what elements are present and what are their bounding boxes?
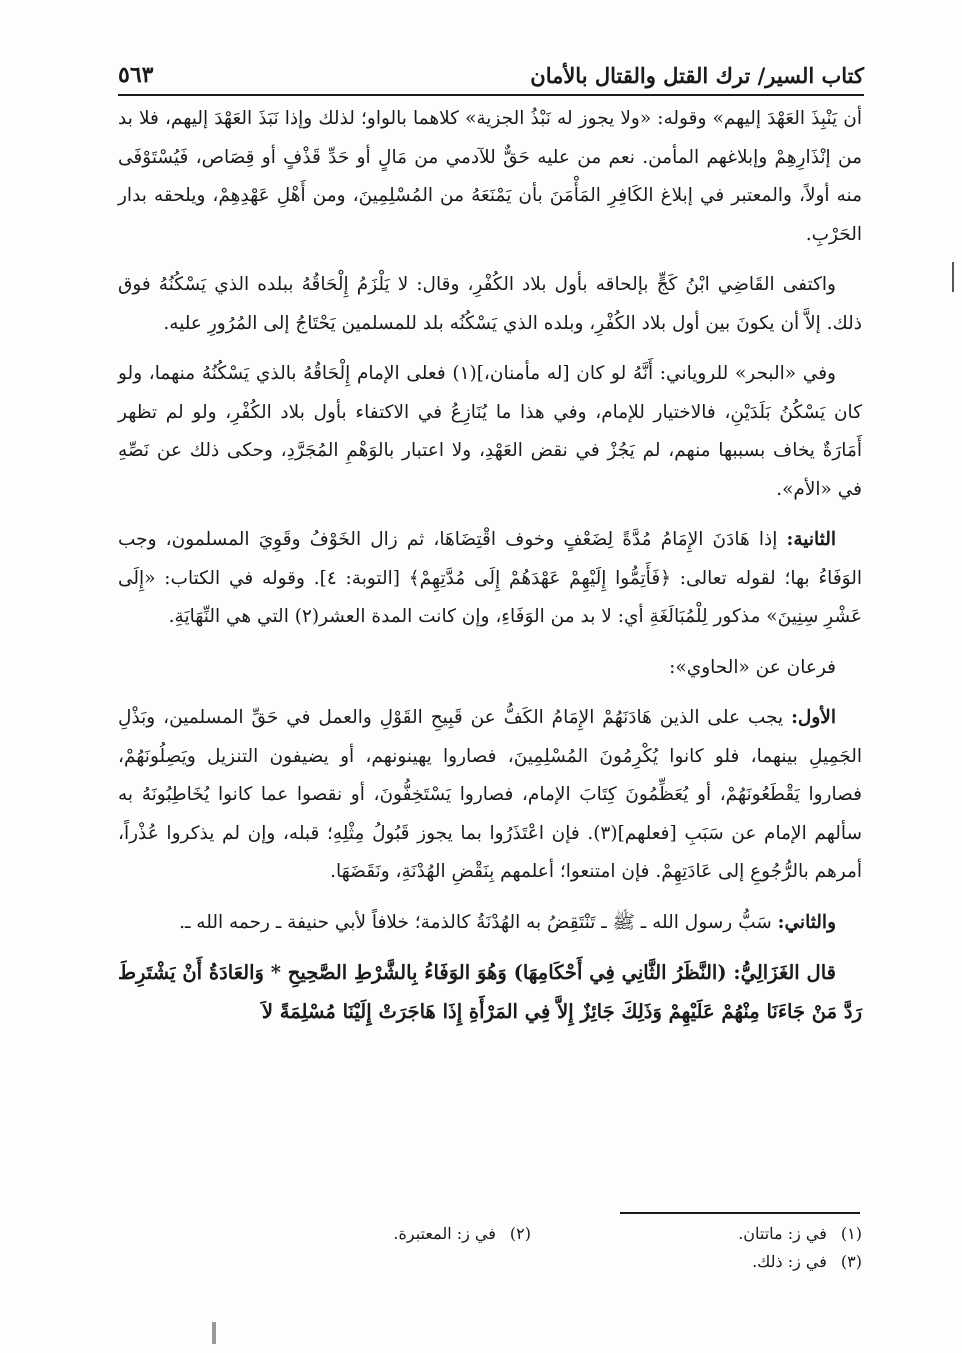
footnote-2	[200, 1220, 531, 1248]
footnote-row	[200, 1248, 862, 1276]
paragraph-al-bahr	[118, 355, 862, 509]
footnote-row	[200, 1220, 862, 1248]
quote-text: قال الغَزَالِيُّ: (النَّظَرُ الثَّانِي فِي أَحْكَامِهَا) وَهُوَ الوَفَاءُ بِالشَّرْطِ الصَّحِيحِ * وَالعَادَةُ أَنْ يَشْتَرِطَ رَدَّ مَنْ جَاءَنَا مِنْهُمْ عَلَيْهِمْ وَذَلِكَ جَائِزٌ إِلاَّ فِي المَرْأَةِ إِذَا هَاجَرَتْ إِلَيْنَا مُسْلِمَةً لاَ	[118, 961, 862, 1023]
section-lead: والثاني:	[777, 911, 836, 933]
paragraph-ibn-kajj	[118, 266, 862, 343]
footnote-divider	[620, 1212, 860, 1214]
scan-artifact	[212, 1322, 216, 1344]
footnote-1	[531, 1220, 862, 1248]
paragraph-text: واكتفى القَاضِي ابْنُ كَجٍّ بإلحاقه بأول بلاد الكُفْرِ، وقال: لا يَلْزَمُ إِلْحَاقُهُ ببلده الذي يَسْكُنُهُ فوق ذلك. إلاَّ أن يكونَ بين أول بلاد الكُفْرِ، وبلده الذي يَسْكُنُه بلد للمسلمين يَحْتَاجُ إلى المُرُورِ عليه.	[118, 274, 862, 334]
section-lead: الثانية:	[786, 529, 836, 550]
footnote-text: في ز: المعتبرة.	[393, 1224, 496, 1243]
footnote-number: (٣)	[840, 1252, 862, 1271]
footnote-text: في ز: ماتتان.	[738, 1224, 827, 1243]
paragraph-text: إذا هَادَنَ الإِمَامُ مُدَّةً لِضَعْفٍ وخوف اقْتِضَاهَا، ثم زال الخَوْفُ وقَوِيَ المسلمون، وجب الوَفَاءُ بها؛ لقوله تعالى: ﴿فَأَتِمُّوا إِلَيْهِمْ عَهْدَهُمْ إِلَى مُدَّتِهِمْ﴾ [التوبة: ٤]. وقوله في الكتاب: «إِلَى عَشْرِ سِنِينَ» مذكور لِلْمُبَالَغَةِ أي: لا بد من الوَفَاءِ، وإن كانت المدة العشر(٢) التي هي النِّهَايَةِ.	[118, 529, 862, 627]
subheading-text: فرعان عن «الحاوي»:	[669, 656, 836, 678]
footnotes	[200, 1220, 862, 1276]
paragraph-first-branch	[118, 699, 862, 892]
footnote-text: في ز: ذلك.	[752, 1252, 827, 1271]
main-text	[118, 100, 862, 1043]
running-header	[118, 42, 864, 96]
scan-margin-mark	[952, 262, 954, 292]
paragraph-continuation	[118, 100, 862, 254]
paragraph-text: يجب على الذين هَادَنَهُمْ الإِمَامُ الكَفُّ عن قَبِيحِ القَوْلِ والعمل في حَقِّ المسلمين، وبَذْلِ الجَمِيلِ بينهما، فلو كانوا يُكْرِمُونَ المُسْلِمِينَ، فصاروا يهينونهم، أو يضيفون التنزيل ويَصِلُونَهُمْ، فصاروا يَقْطَعُونَهُمْ، أو يُعَظِّمُونَ كِتَابَ الإمام، فصاروا يَسْتَخِفُّونَ، أو نقصوا عما كانوا يُخَاطِبُونَهُ به سألهم الإمام عن سَبَبِ [فعلهم](٣). فإن اعْتَذَرُوا بما يجوز قَبُولُ مِثْلِهِ؛ قبله، وإن لم يذكروا عُذْراً، أمرهم بالرُّجُوعِ إلى عَادَتِهِمْ. فإن امتنعوا؛ أعلمهم بِنَقْضِ الهُدْنَةِ، ونَقَضَهَا.	[118, 707, 862, 882]
page-number: ٥٦٣	[118, 62, 154, 88]
footnote-number: (٢)	[509, 1224, 531, 1243]
paragraph-text: سَبُّ رسول الله ـ ﷺ ـ تَنْتَقِضُ به الهُدْنَةُ كالذمة؛ خلافاً لأبي حنيفة ـ رحمه الله ـ.	[179, 911, 778, 933]
paragraph-text: أن يَنْبِذَ العَهْدَ إليهم» وقوله: «ولا يجوز له نَبْذُ الجزية» كلاهما بالواو؛ لذلك وإذا نَبَذَ العَهْدَ إليهم، فلا بد من إنْذَارِهِمْ وإبلاغهم المأمن. نعم من عليه حَقٌّ للآدمي من مَالٍ أو حَدِّ قَذْفٍ أو قِصَاص، فَيُسْتَوْفَى منه أولاً، والمعتبر في إبلاغ الكَافِرِ المَأْمَنَ بأن يَمْنَعَهُ من المُسْلِمِينَ، ومن أَهْلِ عَهْدِهِمْ، ويلحقه بدار الحَرْبِ.	[118, 108, 862, 245]
paragraph-second-issue	[118, 521, 862, 637]
section-lead: الأول:	[791, 707, 836, 728]
paragraph-subheading	[118, 649, 862, 688]
paragraph-ghazali-quote	[118, 954, 862, 1031]
running-title: كتاب السير/ ترك القتل والقتال بالأمان	[530, 63, 864, 88]
footnote-3	[472, 1248, 862, 1276]
paragraph-second-branch	[118, 904, 862, 943]
footnote-number: (١)	[840, 1224, 862, 1243]
paragraph-text: وفي «البحر» للروياني: أَنَّهُ لو كان [له مأمنان،](١) فعلى الإمام إِلْحَاقُهُ بالذي يَسْكُنُهُ منهما، ولو كان يَسْكُنُ بَلَدَيْنِ، فالاختيار للإمام، وفي هذا ما يُنَازِعُ في الاكتفاء بأول بلاد الكُفْرِ، ولو لم تظهر أَمَارَةٌ يخاف بسببها منهم، لم يَجُزْ في نقض العَهْدِ، ولا اعتبار بالوَهْمِ المُجَرَّدِ، وحكى ذلك عن نَصِّهِ في «الأم».	[118, 363, 862, 500]
